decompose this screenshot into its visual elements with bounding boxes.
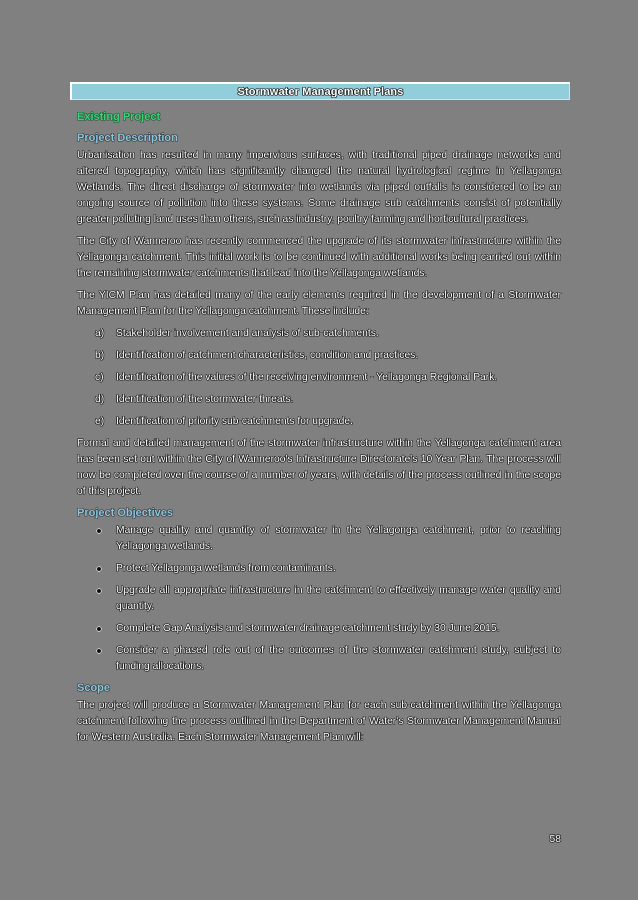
objective-text: Consider a phased role out of the outcomes of the stormwater catchment study, subject to funding allocations. [116,645,561,672]
description-closing-paragraph: Formal and detailed management of the stormwater infrastructure within the Yellagonga catchment area has been set out within the City of Wanneroo's Infrastructure Directorate's 10 Year Plan. The process will now be completed over the course of a number of years, with details of the process outlined in the scope of this project. [77,438,561,497]
list-item-text: Identification of priority sub-catchments for upgrade. [116,416,353,427]
bullet-icon [95,621,116,637]
project-objectives-heading: Project Objectives [77,507,173,519]
objective-text: Complete Gap Analysis and stormwater drainage catchment study by 30 June 2015. [116,623,500,634]
elements-list [77,326,561,430]
objective-text: Protect Yellagonga wetlands from contaminants. [116,563,336,574]
list-item [77,348,561,364]
description-paragraph-3: The YICM Plan has detailed many of the early elements required in the development of a Stormwater Management Plan for the Yellagonga catchment. These include: [77,290,561,317]
bullet-icon [95,583,116,615]
objective-item [77,621,561,637]
list-marker: c) [95,372,104,383]
page-number: 58 [549,834,561,845]
list-marker: b) [95,350,105,361]
list-item [77,326,561,342]
description-paragraph-2: The City of Wanneroo has recently commenced the upgrade of its stormwater infrastructure within the Yellagonga catchment. This initial work is to be continued with additional works being carried out within the remaining stormwater catchments that lead into the Yellagonga wetlands. [77,236,561,279]
objective-text: Upgrade all appropriate infrastructure in the catchment to effectively manage water quality and quantity. [116,585,561,612]
scope-paragraph: The project will produce a Stormwater Management Plan for each sub-catchment within the Yellagonga catchment following the process outlined in the Department of Water's Stormwater Management Manual for Western Australia. Each Stormwater Management Plan will: [77,700,561,743]
list-marker: d) [95,394,105,405]
list-item [77,392,561,408]
list-item-text: Identification of the values of the receiving environment - Yellagonga Regional Park. [116,372,498,383]
scope-heading: Scope [77,682,111,694]
list-item-text: Identification of the stormwater threats. [116,394,294,405]
description-paragraph-1: Urbanisation has resulted in many impervious surfaces, with traditional piped drainage networks and altered topography, which has significantly changed the natural hydrological regime in Yellagonga Wetlands. The direct discharge of stormwater into wetlands via piped outfalls is considered to be an ongoing source of pollution into these systems. Some drainage sub catchments consist of potentially greater polluting land uses than others, such as industry, poultry farming and horticultural practices. [77,150,561,225]
objective-item [77,583,561,615]
list-item-text: Stakeholder involvement and analysis of sub-catchments. [116,328,379,339]
list-item [77,370,561,386]
list-marker: a) [95,328,105,339]
page-content [77,110,561,752]
objective-item [77,523,561,555]
project-description-heading: Project Description [77,132,178,144]
bullet-icon [95,523,116,555]
objectives-list [77,523,561,675]
list-item-text: Identification of catchment characteristics, condition and practices. [116,350,419,361]
objective-item [77,643,561,675]
objective-text: Manage quality and quantity of stormwater in the Yellagonga catchment, prior to reaching Yellagonga wetlands. [116,525,561,552]
section-banner [70,82,570,100]
list-item [77,414,561,430]
list-marker: e) [95,416,105,427]
existing-project-heading: Existing Project [77,111,161,123]
banner-title: Stormwater Management Plans [237,85,404,98]
bullet-icon [95,643,116,675]
objective-item [77,561,561,577]
bullet-icon [95,561,116,577]
